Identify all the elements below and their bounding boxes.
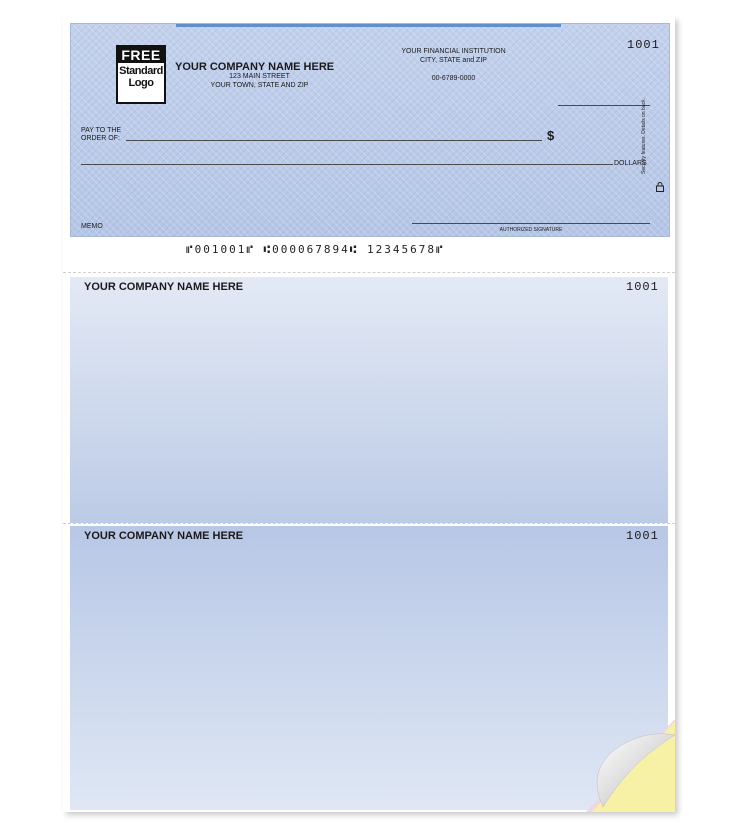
page-curl <box>583 715 675 812</box>
company-address-line1: 123 MAIN STREET <box>229 73 290 80</box>
dollar-sign: $ <box>547 128 555 143</box>
security-note: Security features. Details on back. <box>641 98 647 174</box>
stub-2 <box>70 526 668 810</box>
date-line[interactable] <box>558 105 650 106</box>
perforation-line-1 <box>63 272 675 273</box>
check-sheet <box>63 15 675 812</box>
company-name: YOUR COMPANY NAME HERE <box>175 61 335 73</box>
stub-1 <box>70 277 668 523</box>
logo-standard-text: Standard <box>119 65 163 77</box>
lock-icon <box>656 182 664 192</box>
logo-logo-text: Logo <box>128 77 154 89</box>
stub-check-number: 1001 <box>626 529 659 543</box>
payee-line[interactable] <box>126 140 542 141</box>
check <box>70 23 670 237</box>
stub-check-number: 1001 <box>626 280 659 294</box>
memo-label: MEMO <box>81 223 103 230</box>
bank-city: CITY, STATE and ZIP <box>420 57 487 64</box>
stub-company-name: YOUR COMPANY NAME HERE <box>84 530 244 542</box>
company-logo <box>116 45 166 104</box>
pay-to-label: PAY TO THE ORDER OF: <box>81 127 122 142</box>
micr-line: ⑈001001⑈ ⑆000067894⑆ 12345678⑈ <box>186 243 445 256</box>
check-accent-bar <box>176 24 561 27</box>
signature-label: AUTHORIZED SIGNATURE <box>499 227 563 233</box>
stub-company-name: YOUR COMPANY NAME HERE <box>84 281 244 293</box>
amount-words-line[interactable] <box>81 164 613 165</box>
signature-line[interactable] <box>412 223 650 224</box>
company-address-line2: YOUR TOWN, STATE AND ZIP <box>210 82 309 89</box>
dollars-label: DOLLARS <box>614 160 647 167</box>
routing-fraction: 00-6789-0000 <box>431 75 476 82</box>
bank-name: YOUR FINANCIAL INSTITUTION <box>401 48 506 55</box>
check-number: 1001 <box>627 38 660 52</box>
perforation-line-2 <box>63 523 675 524</box>
logo-free-text: FREE <box>118 47 164 63</box>
